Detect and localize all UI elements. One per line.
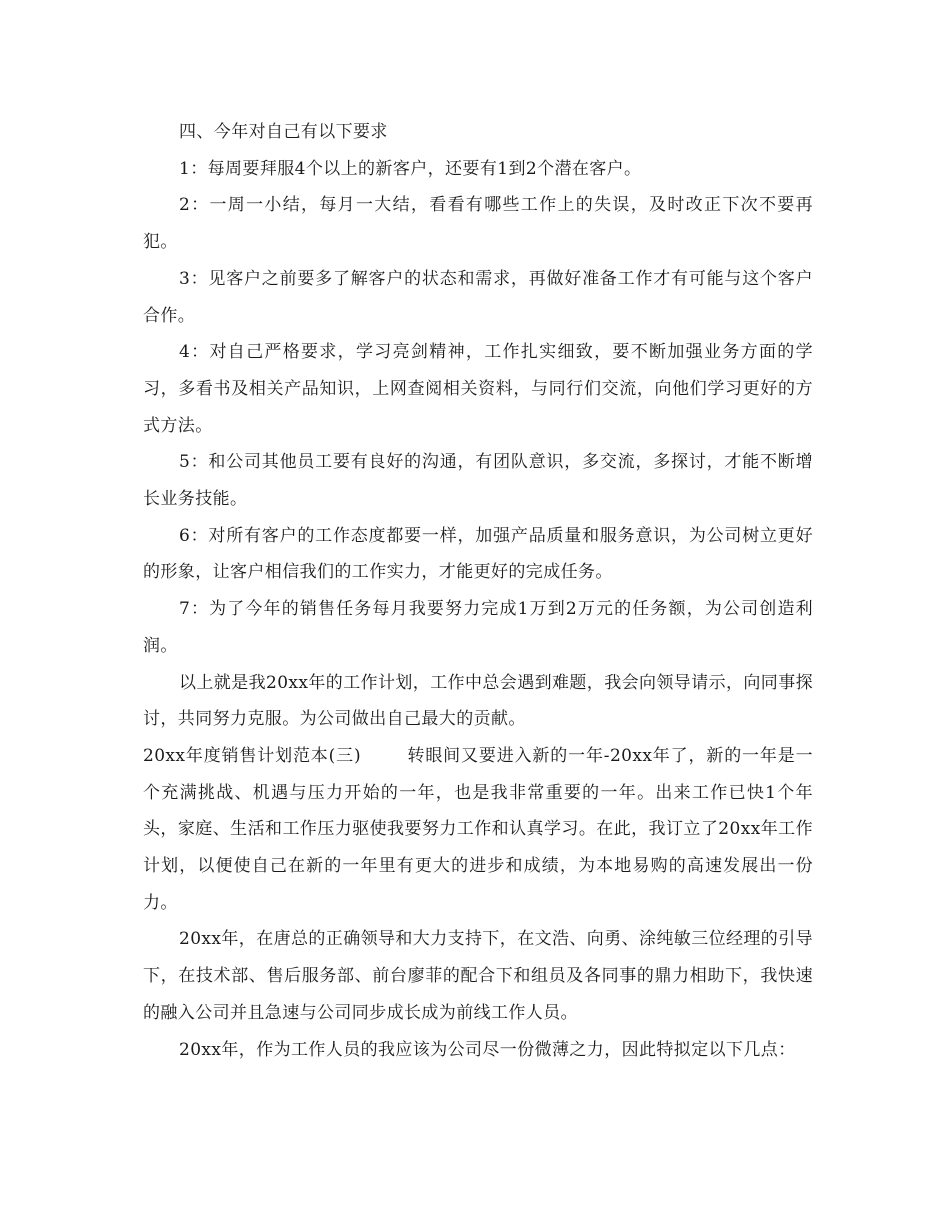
requirement-item-4: 4：对自己严格要求，学习亮剑精神，工作扎实细致，要不断加强业务方面的学习，多看书及相关产品知识，上网查阅相关资料，与同行们交流，向他们学习更好的方式方法。 xyxy=(143,342,813,436)
section-four-heading: 四、今年对自己有以下要求 xyxy=(179,122,388,142)
section-three-heading: 20xx年度销售计划范本(三) xyxy=(143,745,362,766)
requirement-item-7: 7：为了今年的销售任务每月我要努力完成1万到2万元的任务额，为公司创造利润。 xyxy=(143,599,813,656)
closing-paragraph-1: 20xx年，在唐总的正确领导和大力支持下，在文浩、向勇、涂纯敏三位经理的引导下，在技术部、售后服务部、前台廖菲的配合下和组员及各同事的鼎力相助下，我快速的融入公司并且急速与公司同步成长成为前线工作人员。 xyxy=(143,929,814,1023)
document-body xyxy=(143,114,813,1068)
section-three-paragraph xyxy=(143,738,813,922)
closing-paragraph-2: 20xx年，作为工作人员的我应该为公司尽一份微薄之力，因此特拟定以下几点： xyxy=(179,1039,796,1060)
requirement-item-2: 2：一周一小结，每月一大结，看看有哪些工作上的失误，及时改正下次不要再犯。 xyxy=(143,195,813,253)
requirement-item-6: 6：对所有客户的工作态度都要一样，加强产品质量和服务意识，为公司树立更好的形象，让客户相信我们的工作实力，才能更好的完成任务。 xyxy=(143,525,813,583)
requirement-item-1: 1：每周要拜服4个以上的新客户，还要有1到2个潜在客户。 xyxy=(179,158,642,179)
requirement-item-3: 3：见客户之前要多了解客户的状态和需求，再做好准备工作才有可能与这个客户合作。 xyxy=(143,268,813,326)
requirement-item-5: 5：和公司其他员工要有良好的沟通，有团队意识，多交流，多探讨，才能不断增长业务技能。 xyxy=(143,452,813,510)
summary-paragraph: 以上就是我20xx年的工作计划，工作中总会遇到难题，我会向领导请示，向同事探讨，共同努力克服。为公司做出自己最大的贡献。 xyxy=(143,672,814,730)
section-three-intro: 转眼间又要进入新的一年-20xx年了，新的一年是一个充满挑战、机遇与压力开始的一年，也是我非常重要的一年。出来工作已快1个年头，家庭、生活和工作压力驱使我要努力工作和认真学习。在此，我订立了20xx年工作计划，以便使自己在新的一年里有更大的进步和成绩，为本地易购的高速发展出一份力。 xyxy=(143,745,813,913)
